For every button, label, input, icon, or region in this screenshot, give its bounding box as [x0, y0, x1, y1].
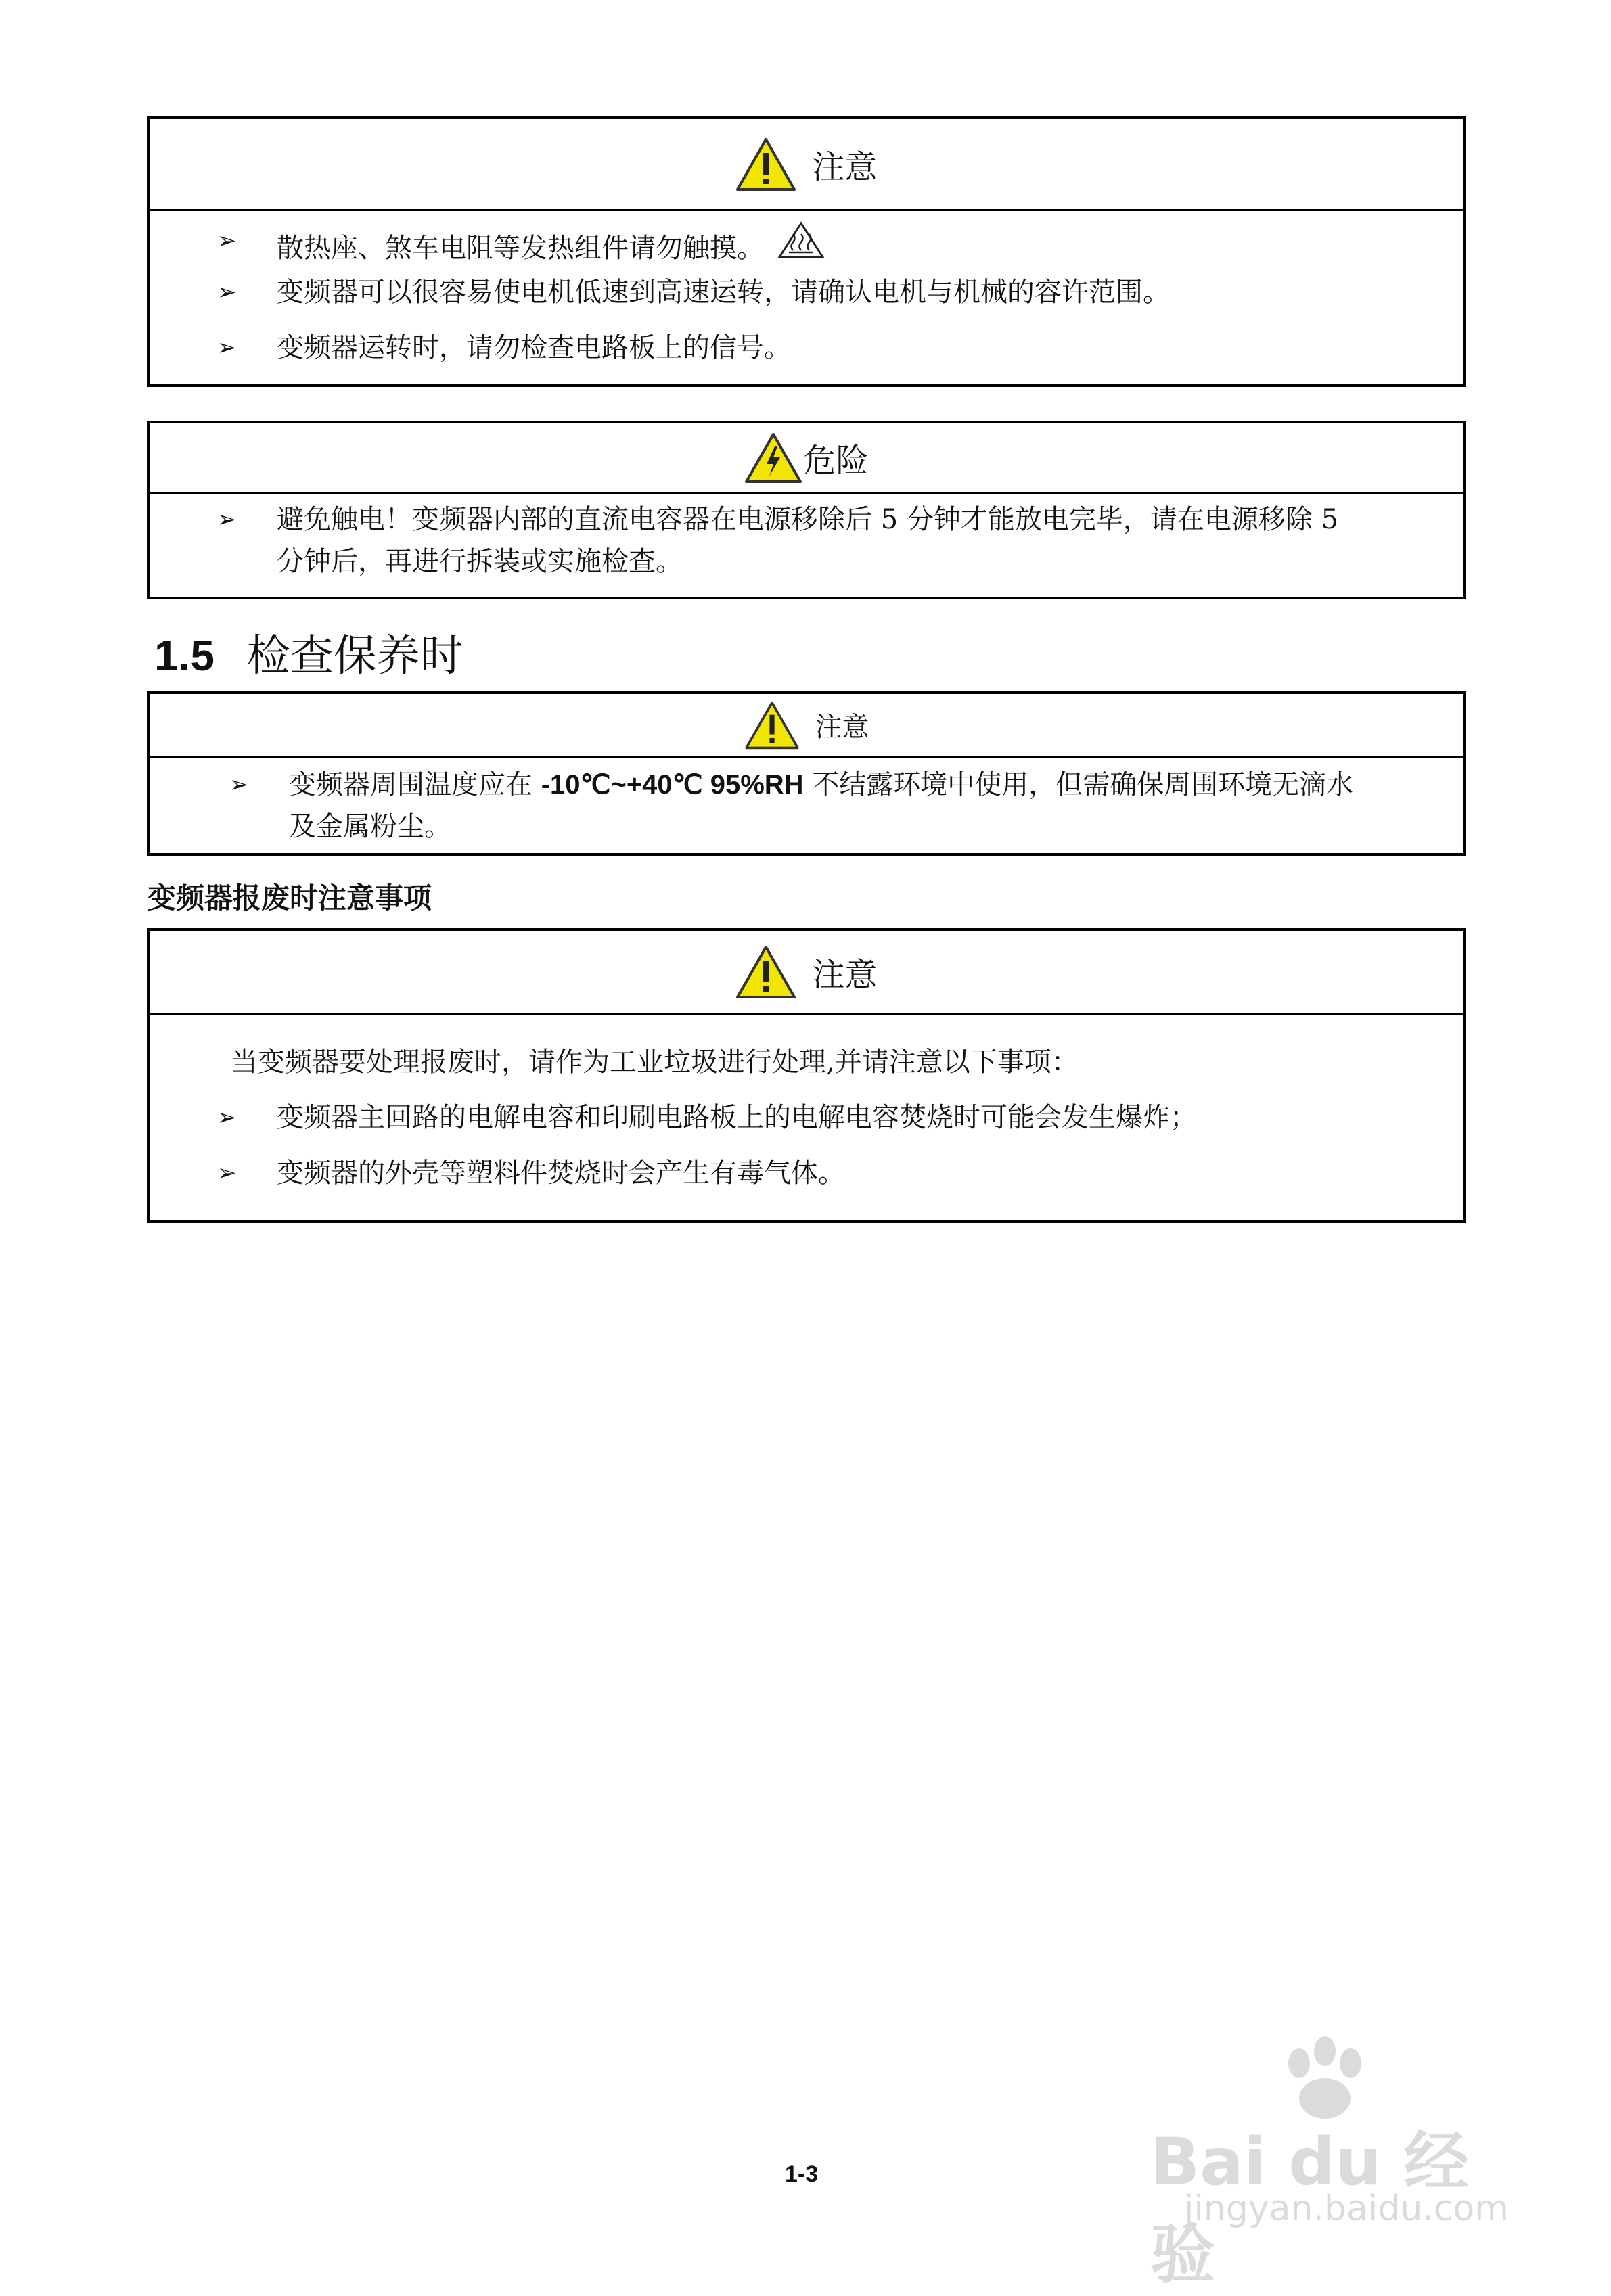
electric-shock-warning-icon [744, 432, 803, 484]
list-item [217, 1097, 1443, 1138]
bullet-arrow-icon: ➢ [229, 771, 249, 798]
baidu-jingyan-watermark [1143, 2036, 1522, 2293]
temperature-spec: -10℃~+40℃ 95%RH [541, 770, 804, 800]
danger-box [147, 421, 1466, 599]
danger-title: 危险 [803, 442, 869, 480]
warning-triangle-icon [735, 137, 797, 192]
watermark-brand: Bai du 经验 [1150, 2124, 1469, 2293]
list-item [217, 327, 1443, 368]
page-number: 1-3 [785, 2161, 819, 2187]
list-item-text: 变频器周围温度应在 [289, 769, 541, 800]
list-item-text: 避免触电！变频器内部的直流电容器在电源移除后 5 分钟才能放电完毕，请在电源移除 5 [277, 504, 1339, 535]
bullet-arrow-icon: ➢ [217, 227, 237, 254]
hot-surface-icon [777, 221, 825, 260]
bullet-arrow-icon: ➢ [217, 334, 237, 361]
danger-header [150, 423, 1463, 494]
bullet-arrow-icon: ➢ [217, 506, 237, 533]
list-item-continuation [229, 806, 1443, 847]
caution-header [150, 931, 1463, 1015]
section-number: 1.5 [154, 631, 214, 680]
caution-header [150, 694, 1463, 758]
caution-box-heat [147, 116, 1466, 387]
section-title: 检查保养时 [246, 631, 463, 681]
list-item-continuation [217, 541, 1443, 582]
list-item-text: 变频器主回路的电解电容和印刷电路板上的电解电容焚烧时可能会发生爆炸； [277, 1102, 1197, 1133]
caution-box-environment [147, 691, 1466, 856]
warning-triangle-icon [744, 700, 800, 750]
list-item [229, 764, 1443, 805]
intro-text-row [231, 1042, 1443, 1082]
warning-triangle-icon [735, 944, 797, 1000]
caution-title: 注意 [815, 712, 869, 743]
bullet-arrow-icon: ➢ [217, 1104, 237, 1131]
caution-title: 注意 [812, 148, 878, 186]
bullet-arrow-icon: ➢ [217, 1160, 237, 1187]
list-item-text: 不结露环境中使用，但需确保周围环境无滴水 [803, 769, 1354, 800]
list-item [217, 1153, 1443, 1193]
section-heading [154, 621, 463, 683]
list-item-text: 及金属粉尘。 [289, 811, 451, 842]
bullet-arrow-icon: ➢ [217, 279, 237, 306]
caution-header [150, 119, 1463, 211]
list-item-text: 变频器可以很容易使电机低速到高速运转，请确认电机与机械的容许范围。 [277, 277, 1170, 308]
caution-title: 注意 [812, 956, 878, 994]
list-item [217, 499, 1443, 540]
disposal-heading: 变频器报废时注意事项 [148, 881, 432, 915]
list-item-text: 散热座、煞车电阻等发热组件请勿触摸。 [277, 233, 764, 264]
list-item [217, 272, 1443, 313]
list-item-text: 变频器运转时，请勿检查电路板上的信号。 [277, 332, 791, 363]
caution-box-disposal [147, 928, 1466, 1223]
list-item [217, 221, 1443, 269]
intro-text: 当变频器要处理报废时，请作为工业垃圾进行处理,并请注意以下事项： [231, 1047, 1079, 1078]
list-item-text: 变频器的外壳等塑料件焚烧时会产生有毒气体。 [277, 1157, 845, 1189]
list-item-text: 分钟后，再进行拆装或实施检查。 [277, 546, 683, 577]
watermark-url: jingyan.baidu.com [1184, 2188, 1509, 2229]
